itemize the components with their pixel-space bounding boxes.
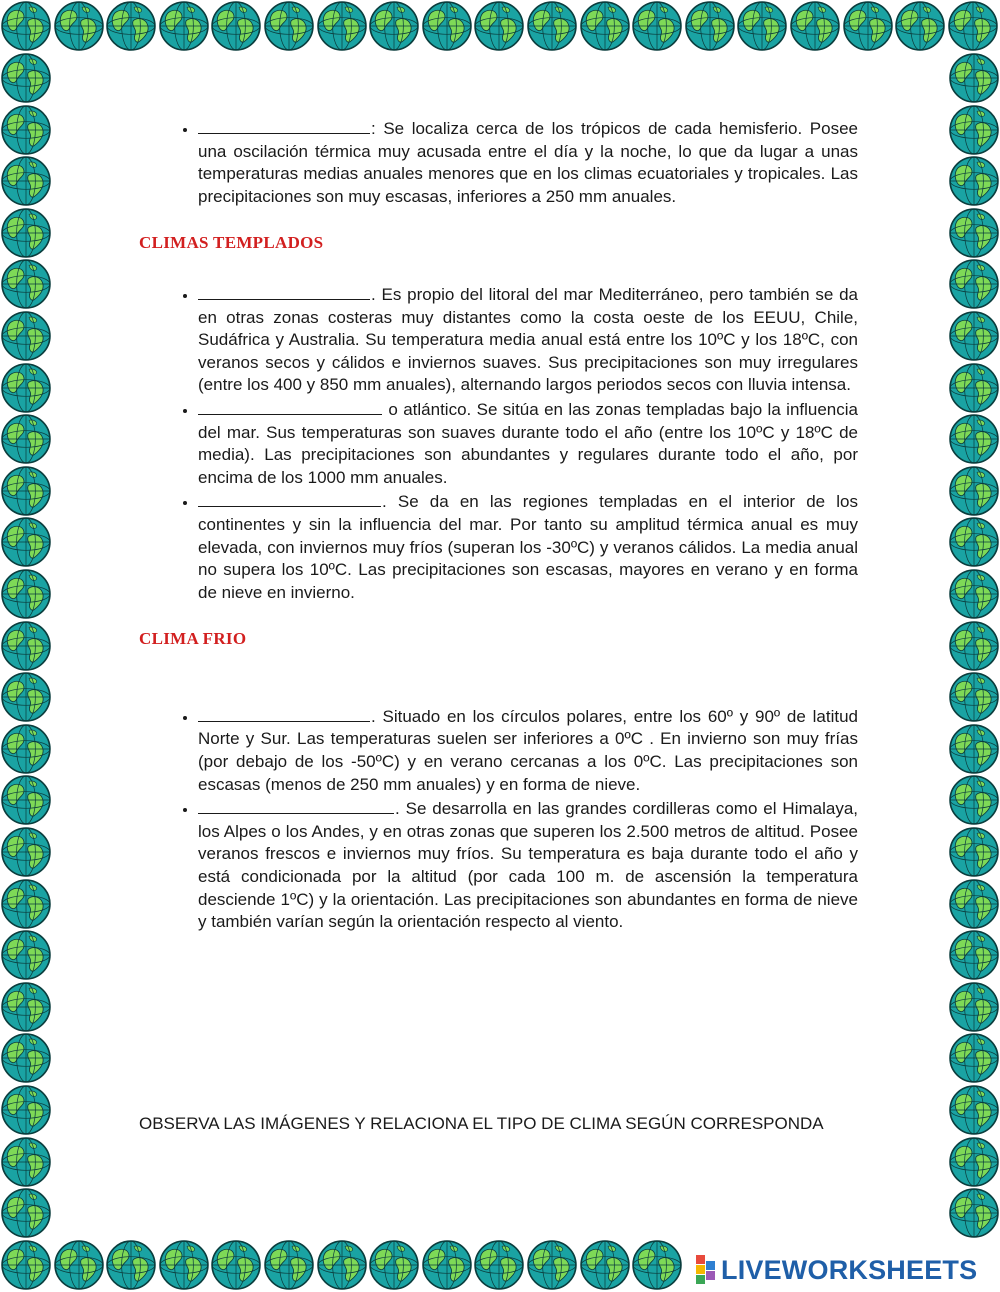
globe-icon [948,1032,1000,1084]
left-globe-border [0,52,52,1239]
watermark-logo [695,1250,995,1290]
globe-icon [947,0,999,52]
globe-icon [0,568,52,620]
globe-icon [948,620,1000,672]
answer-blank[interactable] [198,704,370,722]
list-item [198,704,858,796]
globe-icon [948,207,1000,259]
globe-icon [0,826,52,878]
list-item [198,397,858,489]
globe-icon [789,0,841,52]
globe-icon [684,0,736,52]
globe-icon [0,981,52,1033]
globe-icon [948,258,1000,310]
list-item [198,282,858,397]
globe-icon [948,774,1000,826]
globe-icon [526,0,578,52]
globe-icon [0,774,52,826]
item-text: . Es propio del litoral del mar Mediterráneo, pero también se da en otras zonas costeras muy distantes como la costa oeste de los EEUU, Chile, Sudáfrica y Australia. Su temperatura media anual está entre los 10ºC y los 18ºC, con veranos secos y cálidos e inviernos suaves. Sus precipitaciones son muy irregulares (entre los 400 y 850 mm anuales), alternando largos periodos secos con lluvia intensa. [198,284,858,395]
globe-icon [316,1239,368,1291]
globe-icon [948,1136,1000,1188]
section-heading-frio: CLIMA FRIO [139,629,247,649]
globe-icon [0,258,52,310]
globe-icon [473,1239,525,1291]
globe-icon [736,0,788,52]
globe-icon [53,1239,105,1291]
globe-icon [0,1187,52,1239]
top-globe-border [0,0,1000,52]
globe-icon [948,671,1000,723]
globe-icon [948,723,1000,775]
globe-icon [0,620,52,672]
globe-icon [842,0,894,52]
instruction-text: OBSERVA LAS IMÁGENES Y RELACIONA EL TIPO DE CLIMA SEGÚN CORRESPONDA [139,1114,824,1133]
item-text: o atlántico. Se sitúa en las zonas templadas bajo la influencia del mar. Sus temperaturas son suaves durante todo el año (entre los 10ºC y 18ºC de media). Las precipitaciones son abundantes y regulares durante todo el año, por encima de los 1000 mm anuales. [198,399,858,487]
section-heading-templados: CLIMAS TEMPLADOS [139,233,324,253]
globe-icon [894,0,946,52]
right-globe-border [948,52,1000,1239]
globe-icon [948,413,1000,465]
globe-icon [0,155,52,207]
globe-icon [0,878,52,930]
templados-list [139,282,858,604]
globe-icon [0,516,52,568]
globe-icon [263,1239,315,1291]
frio-list [139,704,858,934]
desert-list [139,116,858,208]
globe-icon [210,1239,262,1291]
globe-icon [631,0,683,52]
globe-icon [948,878,1000,930]
globe-icon [579,0,631,52]
watermark-text: LIVEWORKSHEETS [721,1254,978,1285]
answer-blank[interactable] [198,282,370,300]
globe-icon [579,1239,631,1291]
globe-icon [0,671,52,723]
globe-icon [948,104,1000,156]
globe-icon [0,207,52,259]
globe-icon [948,1187,1000,1239]
answer-blank[interactable] [198,489,381,507]
globe-icon [0,723,52,775]
globe-icon [948,465,1000,517]
globe-icon [948,310,1000,362]
worksheet-content [139,116,858,934]
globe-icon [0,1084,52,1136]
globe-icon [948,362,1000,414]
globe-icon [948,981,1000,1033]
globe-icon [948,568,1000,620]
globe-icon [105,1239,157,1291]
globe-icon [0,1136,52,1188]
item-text: : Se localiza cerca de los trópicos de cada hemisferio. Posee una oscilación térmica muy acusada entre el día y la noche, lo que da lugar a unas temperaturas medias anuales menores que en los climas ecuatoriales y tropicales. Las precipitaciones son muy escasas, inferiores a 250 mm anuales. [198,119,858,206]
globe-icon [948,929,1000,981]
globe-icon [421,1239,473,1291]
liveworksheets-logo-icon [695,1253,717,1287]
globe-icon [368,0,420,52]
globe-icon [631,1239,683,1291]
globe-icon [0,1032,52,1084]
globe-icon [0,929,52,981]
globe-icon [368,1239,420,1291]
globe-icon [0,1239,52,1291]
globe-icon [105,0,157,52]
globe-icon [948,516,1000,568]
list-item [198,489,858,604]
globe-icon [0,0,52,52]
item-text: . Situado en los círculos polares, entre los 60º y 90º de latitud Norte y Sur. Las temperaturas suelen ser inferiores a 0ºC . En invierno son muy frías (por debajo de los -50ºC) y en verano cercanas a los 0ºC. Las precipitaciones son escasas (menos de 250 mm anuales) y en forma de nieve. [198,706,858,794]
globe-icon [0,362,52,414]
globe-icon [0,465,52,517]
globe-icon [0,310,52,362]
globe-icon [0,413,52,465]
globe-icon [948,155,1000,207]
globe-icon [0,104,52,156]
globe-icon [0,52,52,104]
list-item [198,116,858,208]
globe-icon [53,0,105,52]
item-text: . Se da en las regiones templadas en el interior de los continentes y sin la influencia del mar. Por tanto su amplitud térmica anual es muy elevada, con inviernos muy fríos (superan los -30ºC) y veranos cálidos. La media anual no supera los 10ºC. Las precipitaciones son escasas, mayores en verano y en forma de nieve en invierno. [198,492,858,602]
list-item [198,796,858,934]
globe-icon [158,1239,210,1291]
item-text: . Se desarrolla en las grandes cordilleras como el Himalaya, los Alpes o los Andes, y en otras zonas que superen los 2.500 metros de altitud. Posee veranos frescos e inviernos muy fríos. Su temperatura es baja durante todo el año y está condicionada por la altitud (por cada 100 m. de ascensión la temperatura desciende 1ºC) y la orientación. Las precipitaciones son abundantes en forma de nieve y también varían según la orientación respecto al viento. [198,799,858,932]
globe-icon [948,52,1000,104]
globe-icon [948,826,1000,878]
answer-blank[interactable] [198,796,394,814]
globe-icon [263,0,315,52]
answer-blank[interactable] [198,397,382,415]
globe-icon [158,0,210,52]
globe-icon [526,1239,578,1291]
globe-icon [948,1084,1000,1136]
answer-blank[interactable] [198,116,370,134]
globe-icon [473,0,525,52]
globe-icon [316,0,368,52]
globe-icon [210,0,262,52]
globe-icon [421,0,473,52]
